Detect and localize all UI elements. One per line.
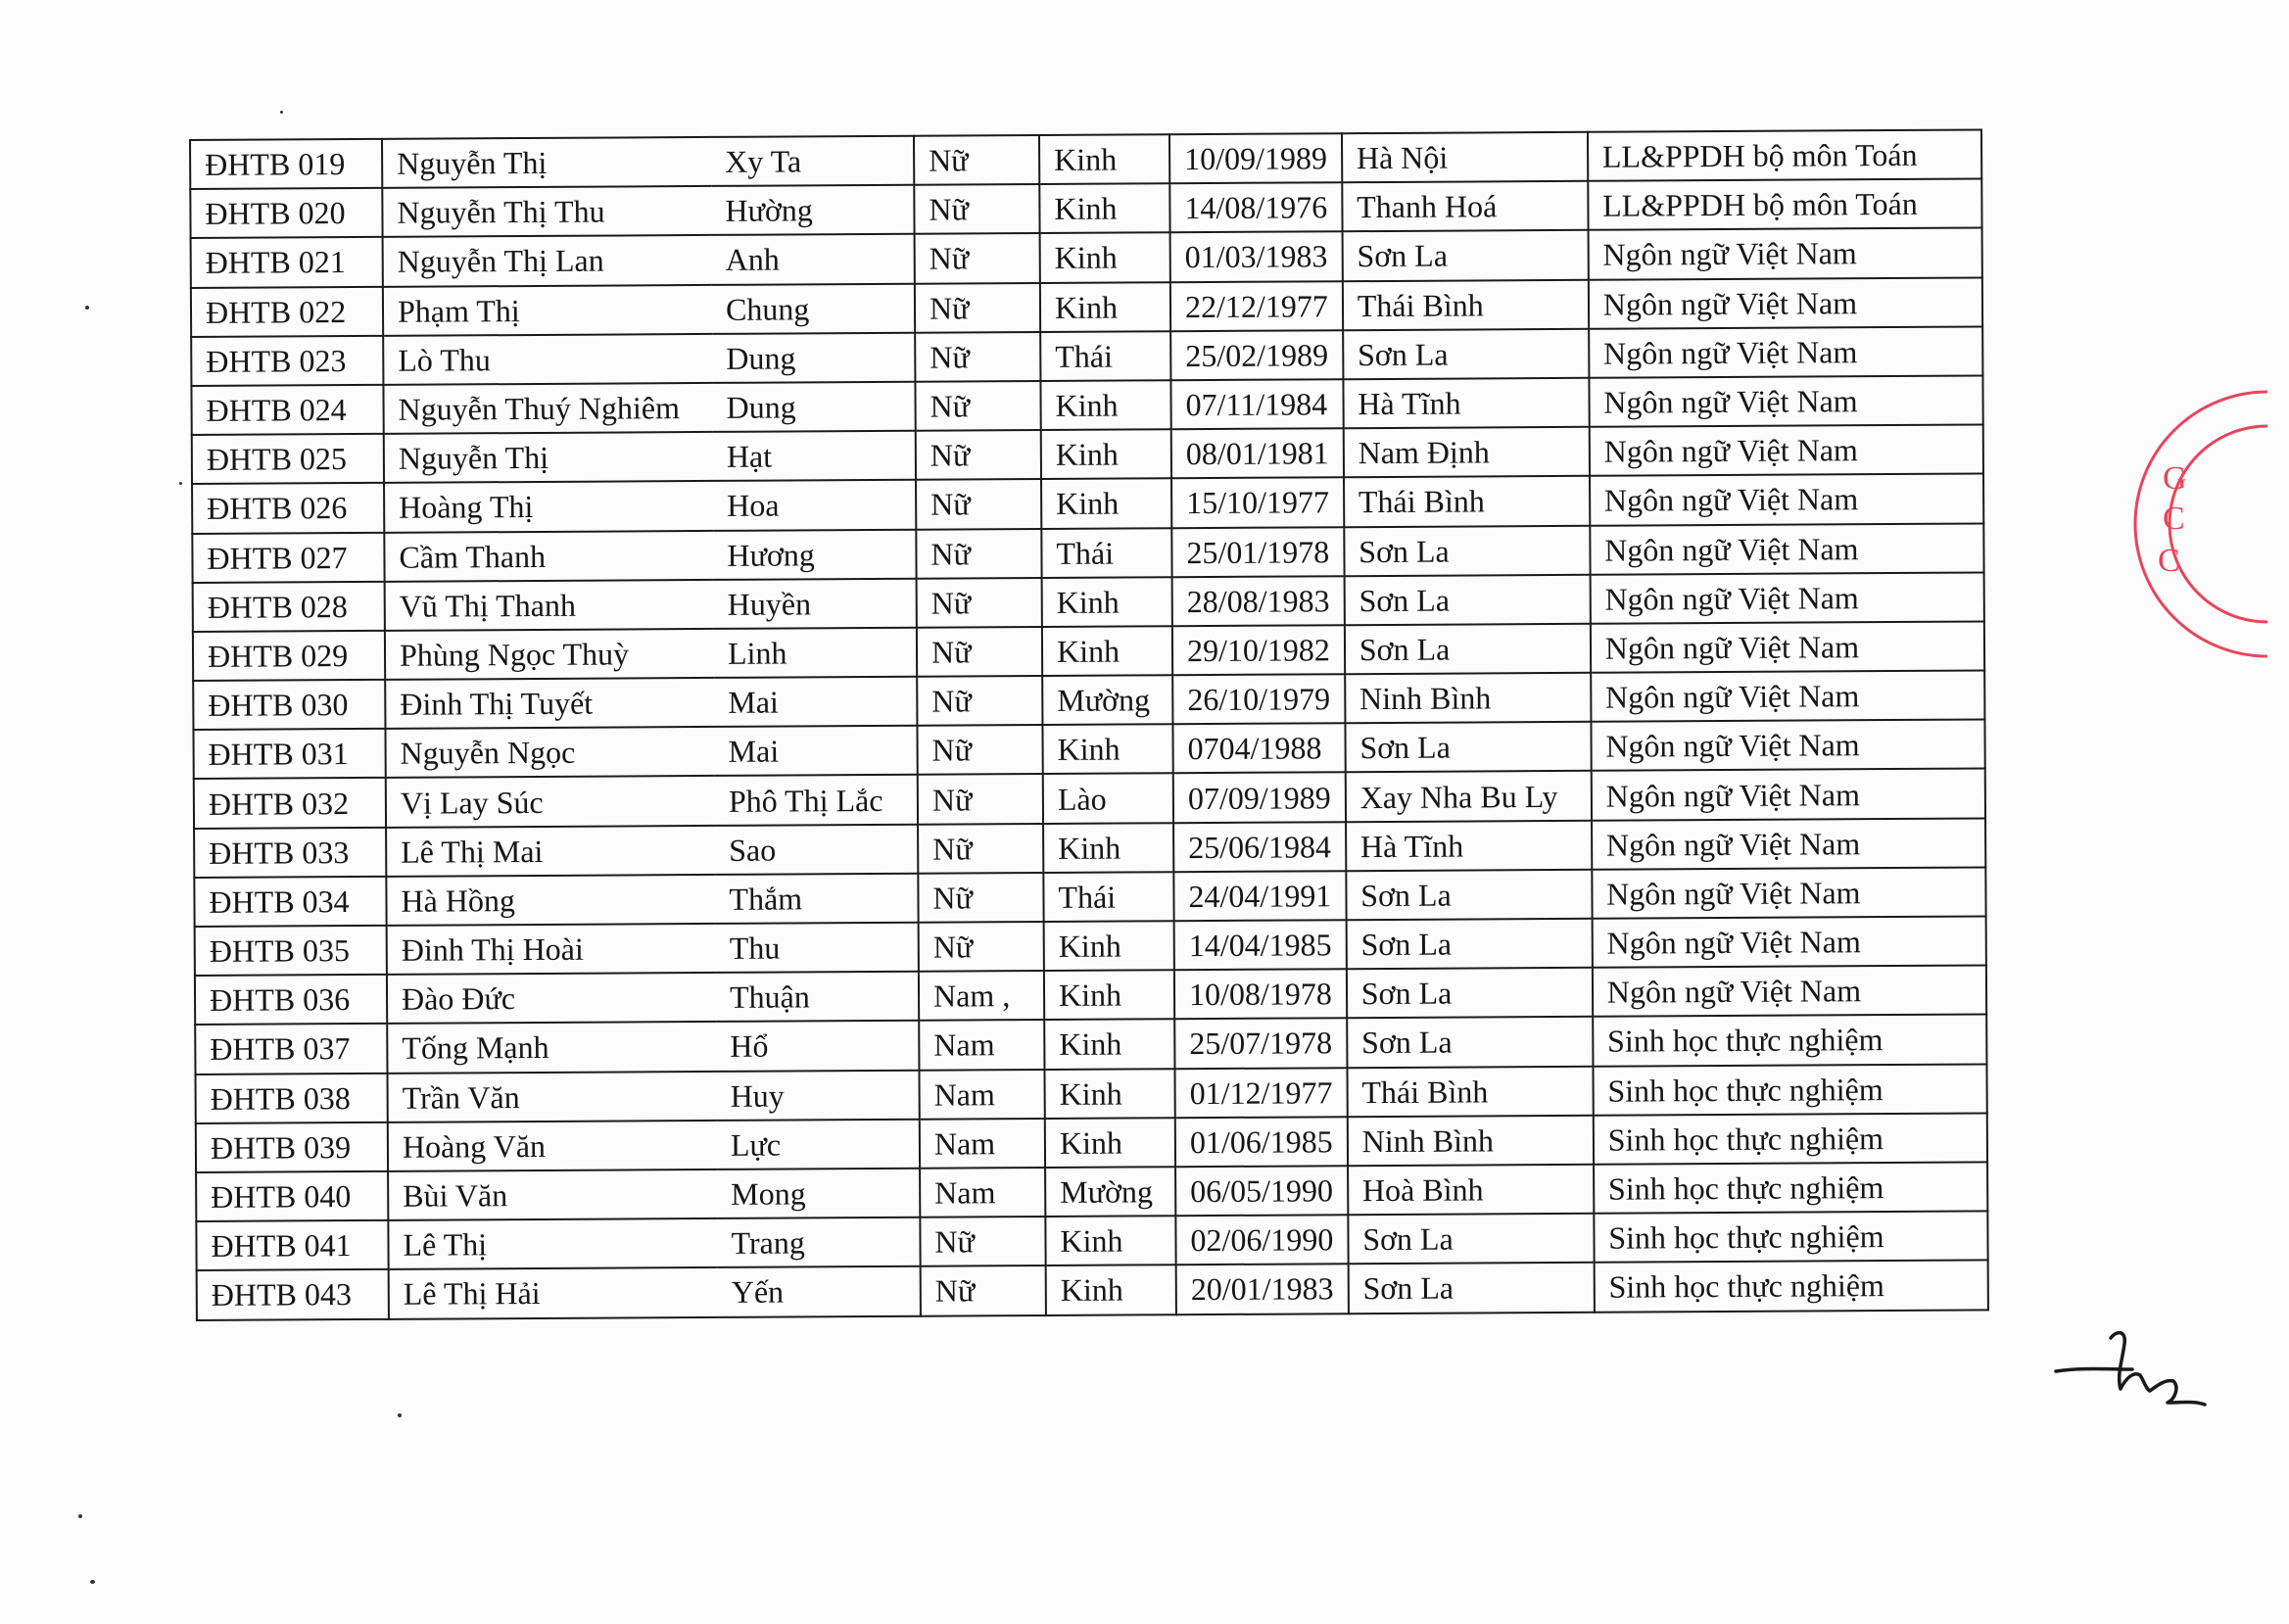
birth-date-cell: 20/01/1983 [1176,1265,1349,1314]
birthplace-cell: Sơn La [1346,919,1592,970]
scan-speck [179,482,182,485]
student-code-cell: ĐHTB 029 [193,631,385,681]
student-code-cell: ĐHTB 025 [192,434,384,484]
major-cell: Ngôn ngữ Việt Nam [1592,916,1985,968]
student-code-cell: ĐHTB 023 [191,336,383,386]
birthplace-cell: Nam Định [1344,427,1590,478]
student-code-cell: ĐHTB 038 [195,1073,387,1122]
major-cell: Ngôn ngữ Việt Nam [1589,425,1982,477]
stamp-letter: G [2163,460,2187,497]
student-roster-table [189,128,1989,1320]
student-code-cell: ĐHTB 032 [194,778,386,828]
birthplace-cell: Thái Bình [1347,1066,1593,1117]
family-name-cell: Phạm Thị [383,284,712,335]
ethnicity-cell: Thái [1041,528,1171,578]
given-name-cell: Hạt [713,431,916,481]
birthplace-cell: Sơn La [1344,574,1590,625]
major-cell: Ngôn ngữ Việt Nam [1588,228,1981,280]
ethnicity-cell: Kinh [1044,970,1174,1020]
student-code-cell: ĐHTB 043 [197,1269,389,1319]
ethnicity-cell: Kinh [1042,577,1172,627]
birthplace-cell: Thái Bình [1344,476,1590,527]
given-name-cell: Chung [712,283,915,333]
given-name-cell: Thắm [715,874,918,924]
ethnicity-cell: Kinh [1046,1266,1176,1315]
student-code-cell: ĐHTB 033 [194,827,386,877]
birth-date-cell: 26/10/1979 [1172,674,1345,724]
ethnicity-cell: Kinh [1044,1020,1174,1070]
student-code-cell: ĐHTB 041 [196,1220,388,1270]
family-name-cell: Lê Thị [388,1218,717,1269]
birth-date-cell: 14/04/1985 [1174,920,1347,970]
stamp-seal [2135,392,2267,656]
given-name-cell: Trang [717,1218,920,1267]
birth-date-cell: 24/04/1991 [1173,871,1346,921]
ethnicity-cell: Kinh [1040,233,1170,283]
major-cell: Sinh học thực nghiệm [1594,1261,1987,1313]
ethnicity-cell: Mường [1042,675,1172,725]
ethnicity-cell: Kinh [1039,134,1169,184]
family-name-cell: Lê Thị Mai [386,826,715,877]
student-code-cell: ĐHTB 031 [193,729,385,779]
birth-date-cell: 29/10/1982 [1172,625,1345,675]
birth-date-cell: 25/01/1978 [1171,527,1344,577]
birth-date-cell: 14/08/1976 [1169,182,1342,232]
gender-cell: Nam [920,1168,1045,1218]
given-name-cell: Lực [717,1119,920,1169]
gender-cell: Nữ [915,381,1040,431]
signature-stroke [2056,1333,2205,1405]
major-cell: Ngôn ngữ Việt Nam [1589,277,1982,329]
given-name-cell: Mai [714,677,917,727]
gender-cell: Nữ [915,233,1040,283]
birthplace-cell: Hà Tĩnh [1346,820,1592,871]
family-name-cell: Đinh Thị Hoài [387,924,716,975]
birth-date-cell: 01/12/1977 [1174,1068,1347,1118]
ethnicity-cell: Thái [1043,872,1173,922]
birth-date-cell: 02/06/1990 [1175,1215,1348,1265]
given-name-cell: Hương [713,529,916,579]
family-name-cell: Tống Mạnh [387,1022,716,1073]
scan-speck [90,1580,95,1584]
birth-date-cell: 10/08/1978 [1174,969,1347,1019]
birth-date-cell: 25/02/1989 [1170,330,1343,380]
birthplace-cell: Ninh Bình [1348,1116,1594,1167]
family-name-cell: Nguyễn Thị Lan [383,235,712,286]
student-code-cell: ĐHTB 027 [192,532,384,582]
gender-cell: Nữ [916,528,1041,578]
birthplace-cell: Xay Nha Bu Ly [1346,771,1592,822]
ethnicity-cell: Kinh [1045,1118,1175,1168]
birthplace-cell: Sơn La [1342,230,1588,281]
birth-date-cell: 01/03/1983 [1170,232,1343,282]
birthplace-cell: Sơn La [1346,870,1592,921]
family-name-cell: Đinh Thị Tuyết [385,678,714,729]
birth-date-cell: 0704/1988 [1172,723,1345,773]
birth-date-cell: 22/12/1977 [1170,281,1343,331]
ethnicity-cell: Lào [1043,774,1173,824]
gender-cell: Nữ [921,1266,1046,1315]
major-cell: Ngôn ngữ Việt Nam [1592,818,1985,870]
student-code-cell: ĐHTB 021 [191,237,383,287]
birth-date-cell: 25/06/1984 [1173,822,1346,872]
ethnicity-cell: Kinh [1045,1216,1175,1266]
major-cell: Ngôn ngữ Việt Nam [1591,621,1984,673]
major-cell: Ngôn ngữ Việt Nam [1590,474,1983,526]
family-name-cell: Hà Hồng [386,875,715,926]
ethnicity-cell: Kinh [1040,380,1170,430]
gender-cell: Nữ [914,135,1039,185]
birth-date-cell: 28/08/1983 [1172,576,1345,626]
given-name-cell: Yến [718,1266,921,1316]
family-name-cell: Lò Thu [383,334,712,385]
gender-cell: Nam , [919,971,1044,1021]
birthplace-cell: Sơn La [1344,525,1590,576]
student-code-cell: ĐHTB 036 [195,975,387,1025]
major-cell: Ngôn ngữ Việt Nam [1593,966,1986,1018]
major-cell: Ngôn ngữ Việt Nam [1590,523,1983,575]
birth-date-cell: 15/10/1977 [1171,478,1344,528]
gender-cell: Nữ [920,1217,1045,1266]
family-name-cell: Lê Thị Hải [389,1267,718,1318]
birthplace-cell: Sơn La [1345,722,1591,773]
birthplace-cell: Ninh Bình [1345,673,1591,724]
birth-date-cell: 10/09/1989 [1169,133,1342,183]
family-name-cell: Hoàng Thị [384,481,713,532]
birthplace-cell: Sơn La [1347,1017,1593,1068]
scan-speck [85,306,89,310]
gender-cell: Nam [920,1119,1045,1169]
birth-date-cell: 01/06/1985 [1175,1117,1348,1167]
birth-date-cell: 07/11/1984 [1170,379,1343,429]
student-code-cell: ĐHTB 035 [195,926,387,976]
student-code-cell: ĐHTB 028 [193,582,385,632]
gender-cell: Nữ [916,479,1041,529]
handwritten-signature [2052,1320,2209,1409]
gender-cell: Nữ [917,578,1042,628]
scan-speck [78,1514,82,1518]
gender-cell: Nữ [919,922,1044,972]
birthplace-cell: Sơn La [1345,624,1591,675]
birthplace-cell: Sơn La [1347,968,1593,1019]
major-cell: Ngôn ngữ Việt Nam [1592,867,1985,919]
family-name-cell: Nguyễn Ngọc [385,727,714,778]
family-name-cell: Vị Lay Súc [386,776,715,827]
gender-cell: Nam [919,1070,1044,1120]
major-cell: LL&PPDH bộ môn Toán [1588,179,1981,231]
stamp-lettering [2158,460,2187,579]
given-name-cell: Hường [711,185,914,235]
gender-cell: Nữ [914,184,1039,234]
ethnicity-cell: Kinh [1044,1069,1174,1119]
given-name-cell: Dung [712,332,915,382]
given-name-cell: Xy Ta [711,136,914,186]
stamp-letter: C [2158,543,2180,579]
scan-speck [398,1413,402,1417]
gender-cell: Nữ [917,627,1042,677]
family-name-cell: Nguyễn Thuý Nghiêm [383,383,712,434]
major-cell: Sinh học thực nghiệm [1594,1162,1987,1214]
roster-body [190,129,1988,1319]
family-name-cell: Hoàng Văn [388,1121,717,1171]
major-cell: Ngôn ngữ Việt Nam [1590,572,1983,624]
given-name-cell: Thuận [716,972,919,1022]
birth-date-cell: 25/07/1978 [1174,1019,1347,1069]
gender-cell: Nữ [916,430,1041,480]
gender-cell: Nữ [918,873,1043,923]
major-cell: Ngôn ngữ Việt Nam [1592,769,1985,821]
gender-cell: Nữ [918,774,1043,824]
gender-cell: Nữ [917,676,1042,726]
birth-date-cell: 07/09/1989 [1173,773,1346,823]
gender-cell: Nữ [915,332,1040,382]
birth-date-cell: 08/01/1981 [1171,428,1344,478]
given-name-cell: Linh [714,628,917,678]
ethnicity-cell: Kinh [1040,282,1170,332]
given-name-cell: Huyền [714,578,917,628]
birthplace-cell: Hà Tĩnh [1343,378,1589,429]
gender-cell: Nữ [917,725,1042,775]
family-name-cell: Phùng Ngọc Thuỳ [385,629,714,680]
given-name-cell: Thu [716,923,919,973]
birth-date-cell: 06/05/1990 [1175,1166,1348,1216]
ethnicity-cell: Kinh [1041,429,1171,479]
student-code-cell: ĐHTB 020 [190,188,382,238]
student-code-cell: ĐHTB 030 [193,680,385,730]
ethnicity-cell: Kinh [1042,724,1172,774]
ethnicity-cell: Kinh [1042,626,1172,676]
table-row [197,1261,1988,1320]
major-cell: Sinh học thực nghiệm [1594,1212,1987,1264]
family-name-cell: Nguyễn Thị [384,432,713,483]
major-cell: Sinh học thực nghiệm [1593,1064,1986,1116]
student-code-cell: ĐHTB 034 [194,877,386,927]
major-cell: Ngôn ngữ Việt Nam [1591,671,1984,723]
birthplace-cell: Hà Nội [1342,132,1588,183]
student-code-cell: ĐHTB 039 [196,1122,388,1172]
family-name-cell: Cầm Thanh [384,530,713,581]
official-stamp [2130,377,2267,671]
stamp-outer-ring [2135,392,2267,656]
birthplace-cell: Sơn La [1348,1263,1594,1314]
family-name-cell: Vũ Thị Thanh [385,580,714,631]
family-name-cell: Trần Văn [387,1071,716,1122]
given-name-cell: Hổ [716,1021,919,1071]
ethnicity-cell: Mường [1045,1167,1175,1217]
major-cell: Sinh học thực nghiệm [1594,1113,1987,1165]
student-code-cell: ĐHTB 019 [190,139,382,189]
given-name-cell: Phô Thị Lắc [715,775,918,825]
gender-cell: Nữ [918,824,1043,874]
given-name-cell: Hoa [713,480,916,530]
family-name-cell: Nguyễn Thị [382,137,711,188]
birthplace-cell: Thái Bình [1343,279,1589,330]
ethnicity-cell: Kinh [1041,479,1171,529]
student-code-cell: ĐHTB 022 [191,286,383,336]
given-name-cell: Anh [712,234,915,284]
family-name-cell: Nguyễn Thị Thu [382,186,711,237]
family-name-cell: Đào Đức [387,973,716,1024]
ethnicity-cell: Kinh [1044,921,1174,971]
student-code-cell: ĐHTB 026 [192,483,384,533]
birthplace-cell: Sơn La [1343,329,1589,380]
major-cell: Sinh học thực nghiệm [1593,1015,1986,1067]
major-cell: Ngôn ngữ Việt Nam [1591,720,1984,772]
family-name-cell: Bùi Văn [388,1170,717,1220]
student-code-cell: ĐHTB 037 [195,1024,387,1074]
scan-speck [280,111,283,114]
birthplace-cell: Sơn La [1348,1214,1594,1265]
student-code-cell: ĐHTB 024 [191,385,383,435]
given-name-cell: Mong [717,1169,920,1218]
given-name-cell: Sao [715,824,918,874]
major-cell: LL&PPDH bộ môn Toán [1588,129,1981,181]
gender-cell: Nữ [915,283,1040,333]
given-name-cell: Mai [714,726,917,776]
major-cell: Ngôn ngữ Việt Nam [1589,375,1982,427]
given-name-cell: Dung [712,382,915,432]
major-cell: Ngôn ngữ Việt Nam [1589,326,1982,378]
ethnicity-cell: Thái [1040,331,1170,381]
ethnicity-cell: Kinh [1043,823,1173,873]
stamp-letter: C [2163,501,2185,537]
ethnicity-cell: Kinh [1039,183,1169,233]
birthplace-cell: Hoà Bình [1348,1165,1594,1216]
student-code-cell: ĐHTB 040 [196,1171,388,1221]
gender-cell: Nam [919,1020,1044,1070]
given-name-cell: Huy [716,1070,919,1120]
birthplace-cell: Thanh Hoá [1342,181,1588,232]
